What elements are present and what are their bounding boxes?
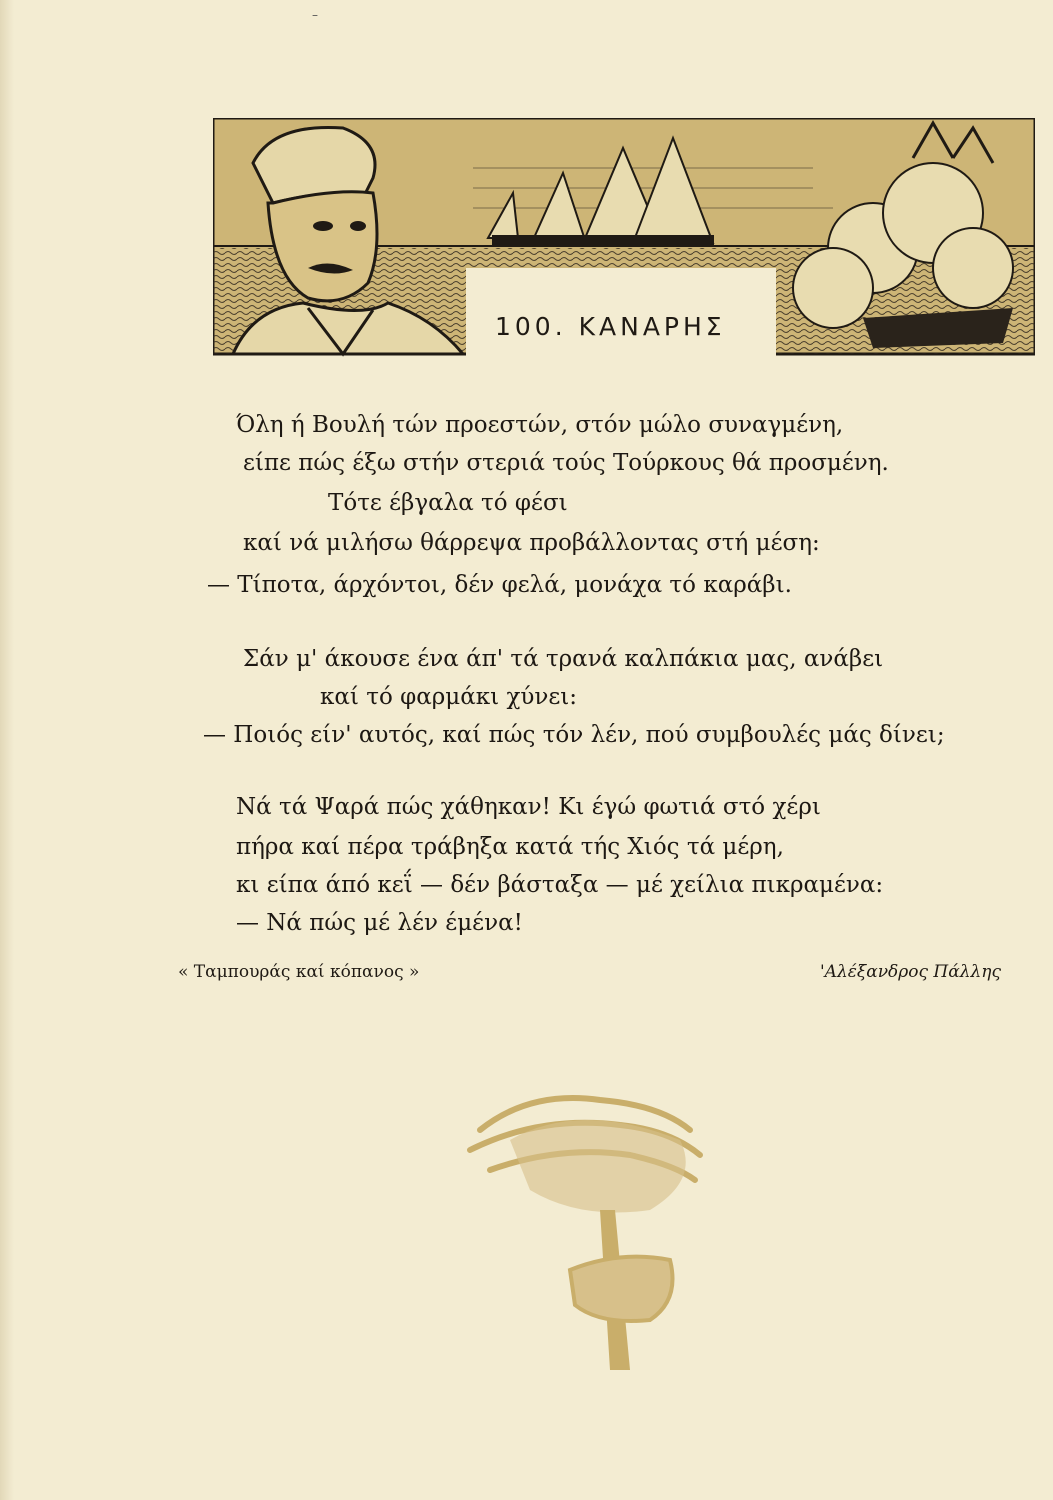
- poem-line: Τότε έβγαλα τό φέσι: [328, 490, 568, 516]
- poem-line: είπε πώς έξω στήν στεριά τούς Τούρκους θά προσμένη.: [243, 450, 889, 476]
- poem-line: — Νά πώς μέ λέν έμένα!: [236, 910, 523, 936]
- chapter-name: ΚΑΝΑΡΗΣ: [578, 312, 726, 341]
- poem-line: καί νά μιλήσω θάρρεψα προβάλλοντας στή μέση:: [243, 530, 820, 556]
- chapter-number: 100.: [495, 312, 567, 341]
- poem-line: πήρα καί πέρα τράβηξα κατά τής Χιός τά μέρη,: [236, 834, 784, 860]
- poem-line: Σάν μ' άκουσε ένα άπ' τά τρανά καλπάκια μας, ανάβει: [243, 646, 884, 672]
- poem-line: — Ποιός είν' αυτός, καί πώς τόν λέν, πού συμβουλές μάς δίνει;: [203, 722, 945, 748]
- poem-line: καί τό φαρμάκι χύνει:: [320, 684, 578, 710]
- chapter-title: [495, 312, 726, 341]
- poem-line: Όλη ή Βουλή τών προεστών, στόν μώλο συναγμένη,: [236, 412, 844, 438]
- top-mark: –: [312, 8, 318, 22]
- poem-line: — Τίποτα, άρχόντοι, δέν φελά, μονάχα τό καράβι.: [207, 572, 792, 598]
- poem-line: Νά τά Ψαρά πώς χάθηκαν! Κι έγώ φωτιά στό χέρι: [236, 794, 821, 820]
- poem-author: 'Αλέξανδρος Πάλλης: [820, 962, 1001, 982]
- page-edge-shadow: [0, 0, 14, 1500]
- poem-source: « Ταμπουράς καί κόπανος »: [178, 962, 420, 982]
- poem-line: κι είπα άπό κεΐ — δέν βάσταξα — μέ χείλια πικραμένα:: [236, 872, 884, 898]
- torch-illustration: [450, 1070, 730, 1370]
